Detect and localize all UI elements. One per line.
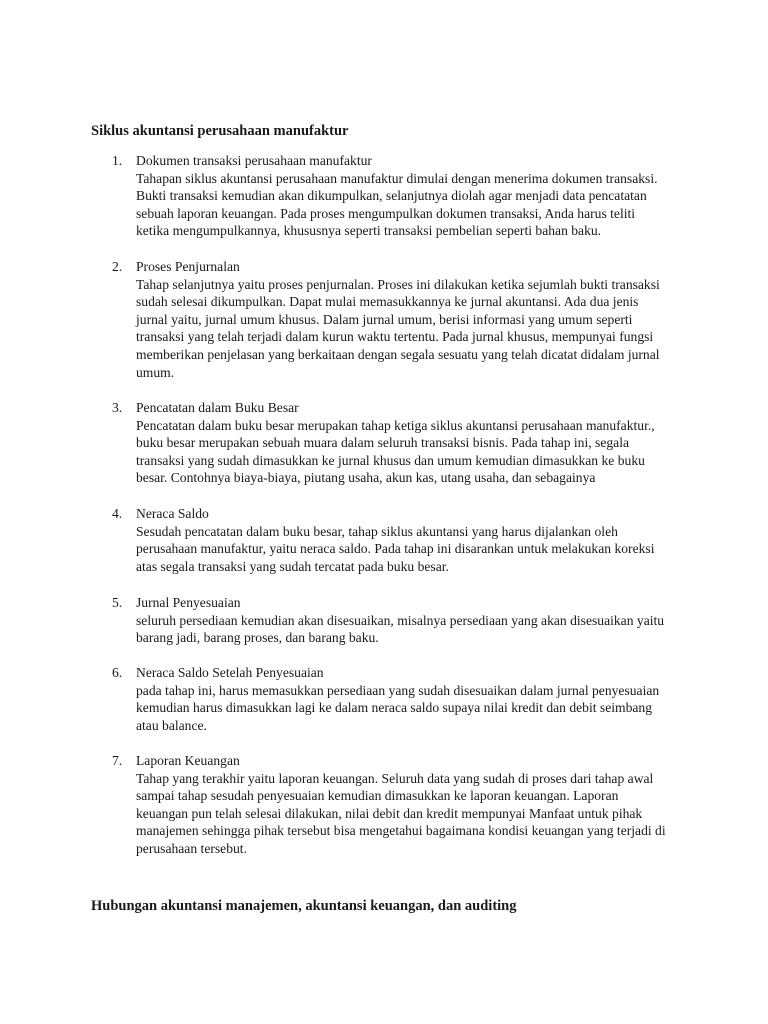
item-number: 6. (112, 665, 123, 680)
item-paragraph (136, 170, 682, 240)
item-title: Neraca Saldo (136, 506, 209, 521)
item-paragraph (136, 276, 682, 382)
item-title: Pencatatan dalam Buku Besar (136, 400, 299, 415)
paragraph-line: buku besar merupakan sebuah muara dalam seluruh transaksi bisnis. Pada tahap ini, segala (136, 435, 630, 451)
paragraph-line: perusahaan tersebut. (136, 840, 247, 856)
paragraph-line: transaksi yang telah terjadi dalam kurun waktu tertentu. Pada jurnal khusus, mempunyai fungsi (136, 329, 654, 345)
item-title: Dokumen transaksi perusahaan manufaktur (136, 153, 372, 168)
item-paragraph (136, 417, 682, 487)
paragraph-line: Tahap yang terakhir yaitu laporan keuangan. Seluruh data yang sudah di proses dari tahap awal (136, 770, 654, 786)
paragraph-line: transaksi yang sudah dimasukkan ke jurnal khusus dan umum kemudian dimasukkan ke buku (136, 452, 645, 468)
section-heading: Siklus akuntansi perusahaan manufaktur (91, 123, 349, 139)
paragraph-line: pada tahap ini, harus memasukkan persediaan yang sudah disesuaikan dalam jurnal penyesuaian (136, 682, 660, 698)
list-item (112, 752, 682, 858)
paragraph-line: umum. (136, 364, 175, 380)
item-title: Proses Penjurnalan (136, 259, 240, 274)
paragraph-line: jurnal yaitu, jurnal umum khusus. Dalam jurnal umum, berisi informasi yang umum seperti (136, 311, 633, 327)
list-item (112, 505, 682, 575)
item-paragraph (136, 682, 682, 735)
item-paragraph (136, 612, 682, 647)
paragraph-line: keuangan pun telah selesai dilakukan, nilai debit dan kredit mempunyai Manfaat untuk pihak (136, 805, 643, 821)
paragraph-line: Tahap selanjutnya yaitu proses penjurnalan. Proses ini dilakukan ketika sejumlah bukti transaksi (136, 276, 660, 292)
paragraph-line: Pencatatan dalam buku besar merupakan tahap ketiga siklus akuntansi perusahaan manufaktur., (136, 417, 655, 433)
paragraph-line: ketika mengumpulkannya, khususnya seperti transaksi pembelian seperti bahan baku. (136, 223, 602, 239)
list-item (112, 664, 682, 734)
item-number: 3. (112, 400, 123, 415)
item-number: 1. (112, 153, 123, 168)
paragraph-line: sudah selesai dikumpulkan. Dapat mulai memasukkannya ke jurnal akuntansi. Ada dua jenis (136, 294, 639, 310)
paragraph-line: kemudian harus dimasukkan lagi ke dalam neraca saldo supaya nilai kredit dan debit seimbang (136, 700, 653, 716)
paragraph-line: seluruh persediaan kemudian akan disesuaikan, misalnya persediaan yang akan disesuaikan yaitu (136, 612, 665, 628)
paragraph-line: sebuah laporan keuangan. Pada proses mengumpulkan dokumen transaksi, Anda harus teliti (136, 205, 636, 221)
paragraph-line: barang jadi, barang proses, dan barang baku. (136, 630, 379, 646)
list-item (112, 258, 682, 381)
list-item (112, 399, 682, 487)
paragraph-line: atas segala transaksi yang sudah tercatat pada buku besar. (136, 558, 449, 574)
item-paragraph (136, 523, 682, 576)
paragraph-line: Sesudah pencatatan dalam buku besar, tahap siklus akuntansi yang harus dijalankan oleh (136, 523, 618, 539)
item-title: Neraca Saldo Setelah Penyesuaian (136, 665, 324, 680)
paragraph-line: Tahapan siklus akuntansi perusahaan manufaktur dimulai dengan menerima dokumen transaksi. (136, 170, 658, 186)
paragraph-line: besar. Contohnya biaya-biaya, piutang usaha, akun kas, utang usaha, dan sebagainya (136, 470, 596, 486)
item-title: Jurnal Penyesuaian (136, 595, 241, 610)
item-paragraph (136, 770, 682, 858)
item-number: 5. (112, 595, 123, 610)
list-item (112, 594, 682, 647)
paragraph-line: atau balance. (136, 717, 207, 733)
paragraph-line: memberikan penjelasan yang berkaitaan dengan segala sesuatu yang telah dicatat didalam jurnal (136, 346, 660, 362)
paragraph-line: manajemen sehingga pihak tersebut bisa mengetahui bagaimana kondisi keuangan yang terjadi di (136, 823, 666, 839)
item-number: 7. (112, 753, 123, 768)
paragraph-line: sampai tahap sesudah penyesuaian kemudian dimasukkan ke laporan keuangan. Laporan (136, 788, 619, 804)
item-number: 2. (112, 259, 123, 274)
item-number: 4. (112, 506, 123, 521)
item-title: Laporan Keuangan (136, 753, 240, 768)
paragraph-line: perusahaan manufaktur, yaitu neraca saldo. Pada tahap ini disarankan untuk melakukan koreksi (136, 541, 655, 557)
section-heading: Hubungan akuntansi manajemen, akuntansi keuangan, dan auditing (91, 898, 517, 914)
paragraph-line: Bukti transaksi kemudian akan dikumpulkan, selanjutnya diolah agar menjadi data pencatatan (136, 188, 647, 204)
list-item (112, 152, 682, 240)
